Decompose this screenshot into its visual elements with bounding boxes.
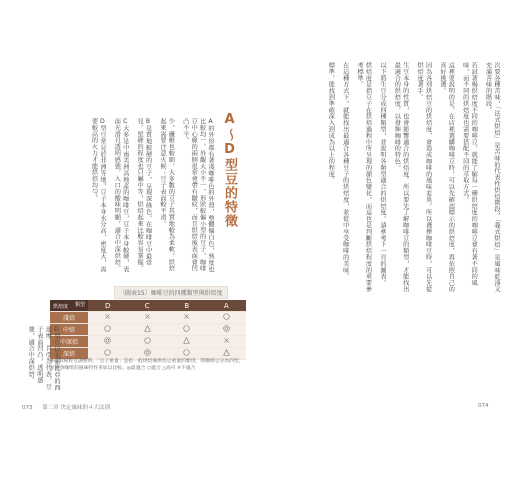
paragraph: B是質地較硬的豆子，呈現深綠色，在咖啡豆中最常見。堅硬的程度也只屬中等，烘焙起來比較容易掌握。 bbox=[136, 118, 152, 272]
table-corner bbox=[50, 300, 88, 312]
paragraph: C大多是中南美洲高地產的咖啡豆，豆子本身較硬，表面光滑且透明感強，入口的酸味明顯，適合中深烘焙。 bbox=[113, 118, 129, 273]
column-header: C bbox=[128, 300, 168, 312]
paragraph: 烘焙度是指豆子在烘焙過程中所呈現的顏色變化，而這也是判斷烘焙程度的重要參考標準。 bbox=[356, 62, 372, 293]
circle-symbol bbox=[167, 324, 207, 336]
row-header: 深焙 bbox=[50, 348, 88, 360]
cross-symbol bbox=[167, 312, 207, 324]
column-header: D bbox=[88, 300, 128, 312]
row-header: 淺焙 bbox=[50, 312, 88, 324]
row-header: 中深焙 bbox=[50, 336, 88, 348]
paragraph: 少，纖維也較細，大多數的豆子其質地較為柔軟，烘焙起來需要注意火候；豆子表面較平滑。 bbox=[158, 118, 175, 272]
paragraph: D型豆以衣索比亞的西達摩、肯亞為代表，豆子表面凹凸，透明感強，適合中深烘焙。 bbox=[27, 326, 60, 391]
section-heading: A〜D型豆的特徵 bbox=[222, 112, 237, 228]
right-page-body bbox=[256, 62, 500, 294]
left-page-body bbox=[24, 118, 214, 276]
column-header: A bbox=[207, 300, 247, 312]
triangle-symbol bbox=[167, 336, 207, 348]
triangle-symbol bbox=[128, 324, 168, 336]
page-number: 074 bbox=[478, 403, 489, 409]
corner-type-label: 類型 bbox=[74, 302, 85, 308]
left-page bbox=[20, 62, 246, 400]
circle-symbol bbox=[88, 324, 128, 336]
paragraph: A的外形都有著淺咖啡色的外殼，整體偏白色，熟度也比較均一。外觀大小不一，形狀較偏小型的豆子，咖啡豆中心線的兩側很常會帶有皺紋，而且烘焙後表面會凹凸不平。 bbox=[181, 118, 214, 273]
page-number: 073 bbox=[22, 405, 33, 411]
circle-symbol bbox=[207, 312, 247, 324]
paragraph: 生豆本身的性質，也會影響適合的烘焙度。所以要先了解咖啡豆的類型，才能找出最適合的烘焙度，以發揮咖啡的特色。 bbox=[393, 62, 409, 293]
right-page bbox=[256, 62, 500, 400]
corner-roast-label: 烘焙度 bbox=[53, 304, 69, 310]
cross-symbol bbox=[128, 312, 168, 324]
circle-symbol bbox=[128, 336, 168, 348]
double-symbol bbox=[207, 324, 247, 336]
cross-symbol bbox=[207, 336, 247, 348]
paragraph: 若試著喝烘焙度不同的咖啡豆，就能了解每一種烘焙度的咖啡豆會有著不同的風味，而不同的烘焙度也需要搭配不同的萃取方式。 bbox=[461, 62, 478, 286]
paragraph: D型豆常見於非洲等地，豆子本身水分高，密度大，需要較高的火力才能烘焙均勻。 bbox=[90, 118, 106, 273]
double-symbol bbox=[88, 336, 128, 348]
column-header: B bbox=[167, 300, 207, 312]
paragraph: 這裡要說明的是，在店裡選購咖啡豆時，可以先確認標示的烘焙度，再依照自己的喜好挑選。 bbox=[438, 62, 455, 293]
footer-right bbox=[478, 403, 489, 409]
table-row bbox=[50, 324, 246, 336]
paragraph: 因為各別烘焙豆的烘焙度，會造成咖啡的風味差異。所以選擇咖啡豆時，可以先從烘焙度著手。 bbox=[416, 62, 432, 293]
row-header: 中焙 bbox=[50, 324, 88, 336]
paragraph: 在這種方式下，就能找出最適合各種豆子的烘焙度，並從中享受咖啡的美味。 bbox=[341, 62, 349, 280]
table-row bbox=[50, 312, 246, 324]
table-note: ※採取純粹豆調整時，「豆子重量」是指一般烘焙後烘焙豆重量的類別，將咖啡豆分為四型，並觀察咖啡的風味特性來加以比較。◎最適合 ○適合 △尚可 ×不適合 bbox=[50, 359, 244, 371]
paragraph: 次要各種苦味，「法式烘焙」是苦味的代表性烘焙階段，「義式烘焙」是風味乾淨又充滿苦味的階段。 bbox=[484, 62, 500, 293]
table-row bbox=[50, 336, 246, 348]
table-caption: 〔圖表15〕咖啡豆的四種類型與烘焙度 bbox=[114, 286, 228, 299]
footer-left bbox=[22, 403, 110, 411]
cross-symbol bbox=[88, 312, 128, 324]
paragraph: 以下將生豆分成四種類型，並說明各類型適合的烘焙度。請參考下一頁的圖表。 bbox=[378, 62, 386, 286]
chapter-title: 第二章 決定風味的４大法則 bbox=[42, 405, 110, 411]
roast-table bbox=[50, 300, 246, 360]
paragraph: 標準，能找到準確深入到成為以上的程度。 bbox=[327, 62, 335, 184]
